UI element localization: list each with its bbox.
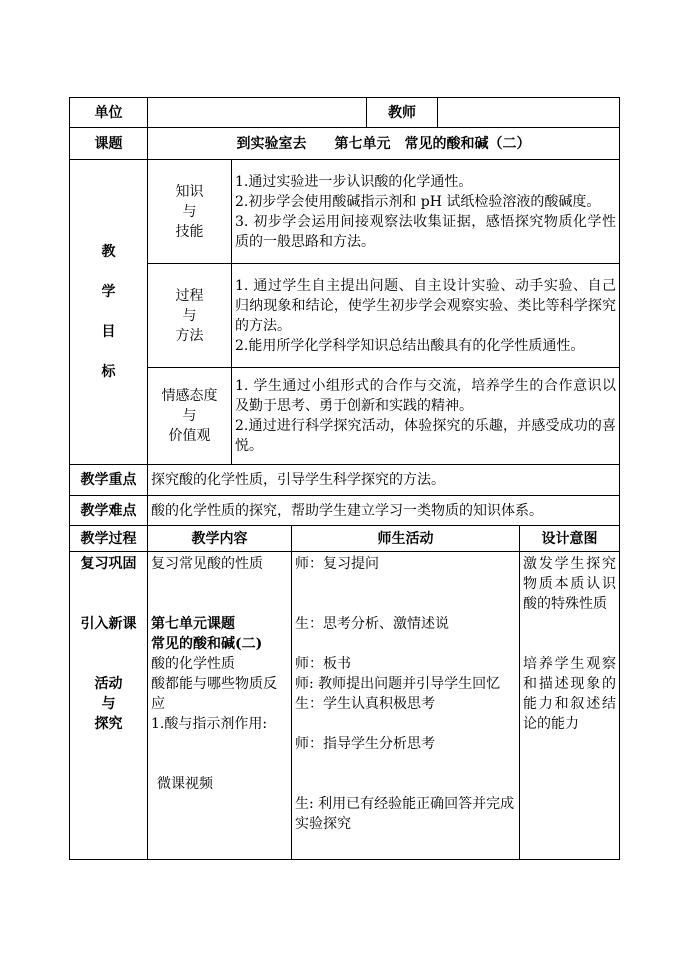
category-line: 方法 xyxy=(175,327,204,344)
objective-row-process xyxy=(70,264,620,368)
process-col-content: 教学内容 xyxy=(148,526,292,552)
content-line: 酸都能与哪些物质反应 xyxy=(151,676,277,712)
objective-category xyxy=(148,264,232,368)
teacher-label: 教师 xyxy=(367,98,438,128)
process-intent-cell xyxy=(520,552,620,860)
activity-line: 师: 教师提出问题并引导学生回忆 xyxy=(295,676,501,692)
stage-activity: 探究 xyxy=(94,716,123,732)
category-line: 与 xyxy=(182,307,197,324)
stage-review: 复习巩固 xyxy=(80,556,137,572)
process-col-stage: 教学过程 xyxy=(70,526,148,552)
category-line: 与 xyxy=(182,408,197,424)
activity-line: 师：复习提问 xyxy=(295,556,379,572)
stage-activity: 活动 xyxy=(94,676,123,692)
stage-activity: 与 xyxy=(101,696,116,712)
objective-line: 2.通过进行科学探究活动，体验探究的乐趣，并感受成功的喜悦。 xyxy=(235,418,617,454)
topic-value: 到实验室去 第七单元 常见的酸和碱（二） xyxy=(148,128,620,160)
difficulty-row xyxy=(70,496,620,526)
lesson-plan-sheet xyxy=(69,97,620,860)
category-line: 价值观 xyxy=(168,428,211,444)
objective-text xyxy=(232,160,620,264)
process-col-activity: 师生活动 xyxy=(292,526,520,552)
objective-text xyxy=(232,368,620,465)
objectives-label-char: 教 xyxy=(101,244,116,260)
topic-label: 课题 xyxy=(70,128,148,160)
objective-category xyxy=(148,368,232,465)
difficulty-value: 酸的化学性质的探究，帮助学生建立学习一类物质的知识体系。 xyxy=(148,496,620,526)
category-line: 情感态度 xyxy=(161,388,218,404)
content-line: 1.酸与指示剂作用: xyxy=(151,716,268,732)
content-line: 酸的化学性质 xyxy=(151,656,235,672)
category-line: 知识 xyxy=(175,183,204,200)
content-review: 复习常见酸的性质 xyxy=(151,556,263,572)
key-point-value: 探究酸的化学性质，引导学生科学探究的方法。 xyxy=(148,465,620,496)
process-header-row xyxy=(70,526,620,552)
teacher-value xyxy=(438,98,620,128)
unit-value xyxy=(148,98,367,128)
objective-line: 2.能用所学化学科学知识总结出酸具有的化学性质通性。 xyxy=(235,337,585,354)
intent-text: 培养学生观察和描述现象的能力和叙述结论的能力 xyxy=(523,656,617,732)
activity-line: 生：学生认真积极思考 xyxy=(295,696,435,712)
stage-intro: 引入新课 xyxy=(80,616,137,632)
category-line: 与 xyxy=(182,203,197,220)
topic-row xyxy=(70,128,620,160)
intent-text: 激发学生探究物质本质认识酸的特殊性质 xyxy=(523,556,617,612)
content-unit-title: 第七单元课题 xyxy=(151,616,235,632)
content-unit-subtitle: 常见的酸和碱(二) xyxy=(151,636,263,652)
objective-line: 1.通过实验进一步认识酸的化学通性。 xyxy=(235,173,473,190)
objectives-label-char: 标 xyxy=(101,364,116,380)
category-line: 技能 xyxy=(175,223,204,240)
objective-category xyxy=(148,160,232,264)
objectives-label xyxy=(70,160,148,465)
difficulty-label: 教学难点 xyxy=(70,496,148,526)
objective-line: 1. 学生通过小组形式的合作与交流，培养学生的合作意识以及勤于思考、勇于创新和实践的精神。 xyxy=(235,378,617,414)
unit-label: 单位 xyxy=(70,98,148,128)
process-stage-cell xyxy=(70,552,148,860)
activity-line: 生: 利用已有经验能正确回答并完成实验探究 xyxy=(295,796,515,832)
process-content-cell xyxy=(148,552,292,860)
objective-row-knowledge xyxy=(70,160,620,264)
process-body-row xyxy=(70,552,620,860)
objectives-label-char: 学 xyxy=(101,284,116,300)
key-point-row xyxy=(70,465,620,496)
process-activity-cell xyxy=(292,552,520,860)
category-line: 过程 xyxy=(175,287,204,304)
objective-line: 2.初步学会使用酸碱指示剂和 pH 试纸检验溶液的酸碱度。 xyxy=(235,193,601,210)
lesson-plan-table xyxy=(69,97,620,860)
activity-line: 师：指导学生分析思考 xyxy=(295,736,435,752)
activity-line: 生：思考分析、激情述说 xyxy=(295,616,449,632)
key-point-label: 教学重点 xyxy=(70,465,148,496)
header-row xyxy=(70,98,620,128)
process-col-intent: 设计意图 xyxy=(520,526,620,552)
objective-text xyxy=(232,264,620,368)
objectives-label-char: 目 xyxy=(101,324,116,340)
objective-line: 1. 通过学生自主提出问题、自主设计实验、动手实验、自己归纳现象和结论，使学生初步学会观察实验、类比等科学探究的方法。 xyxy=(235,277,617,334)
objective-row-attitude xyxy=(70,368,620,465)
activity-line: 师：板书 xyxy=(295,656,351,672)
content-micro-video: 微课视频 xyxy=(157,776,213,792)
objective-line: 3. 初步学会运用间接观察法收集证据，感悟探究物质化学性质的一般思路和方法。 xyxy=(235,213,617,250)
